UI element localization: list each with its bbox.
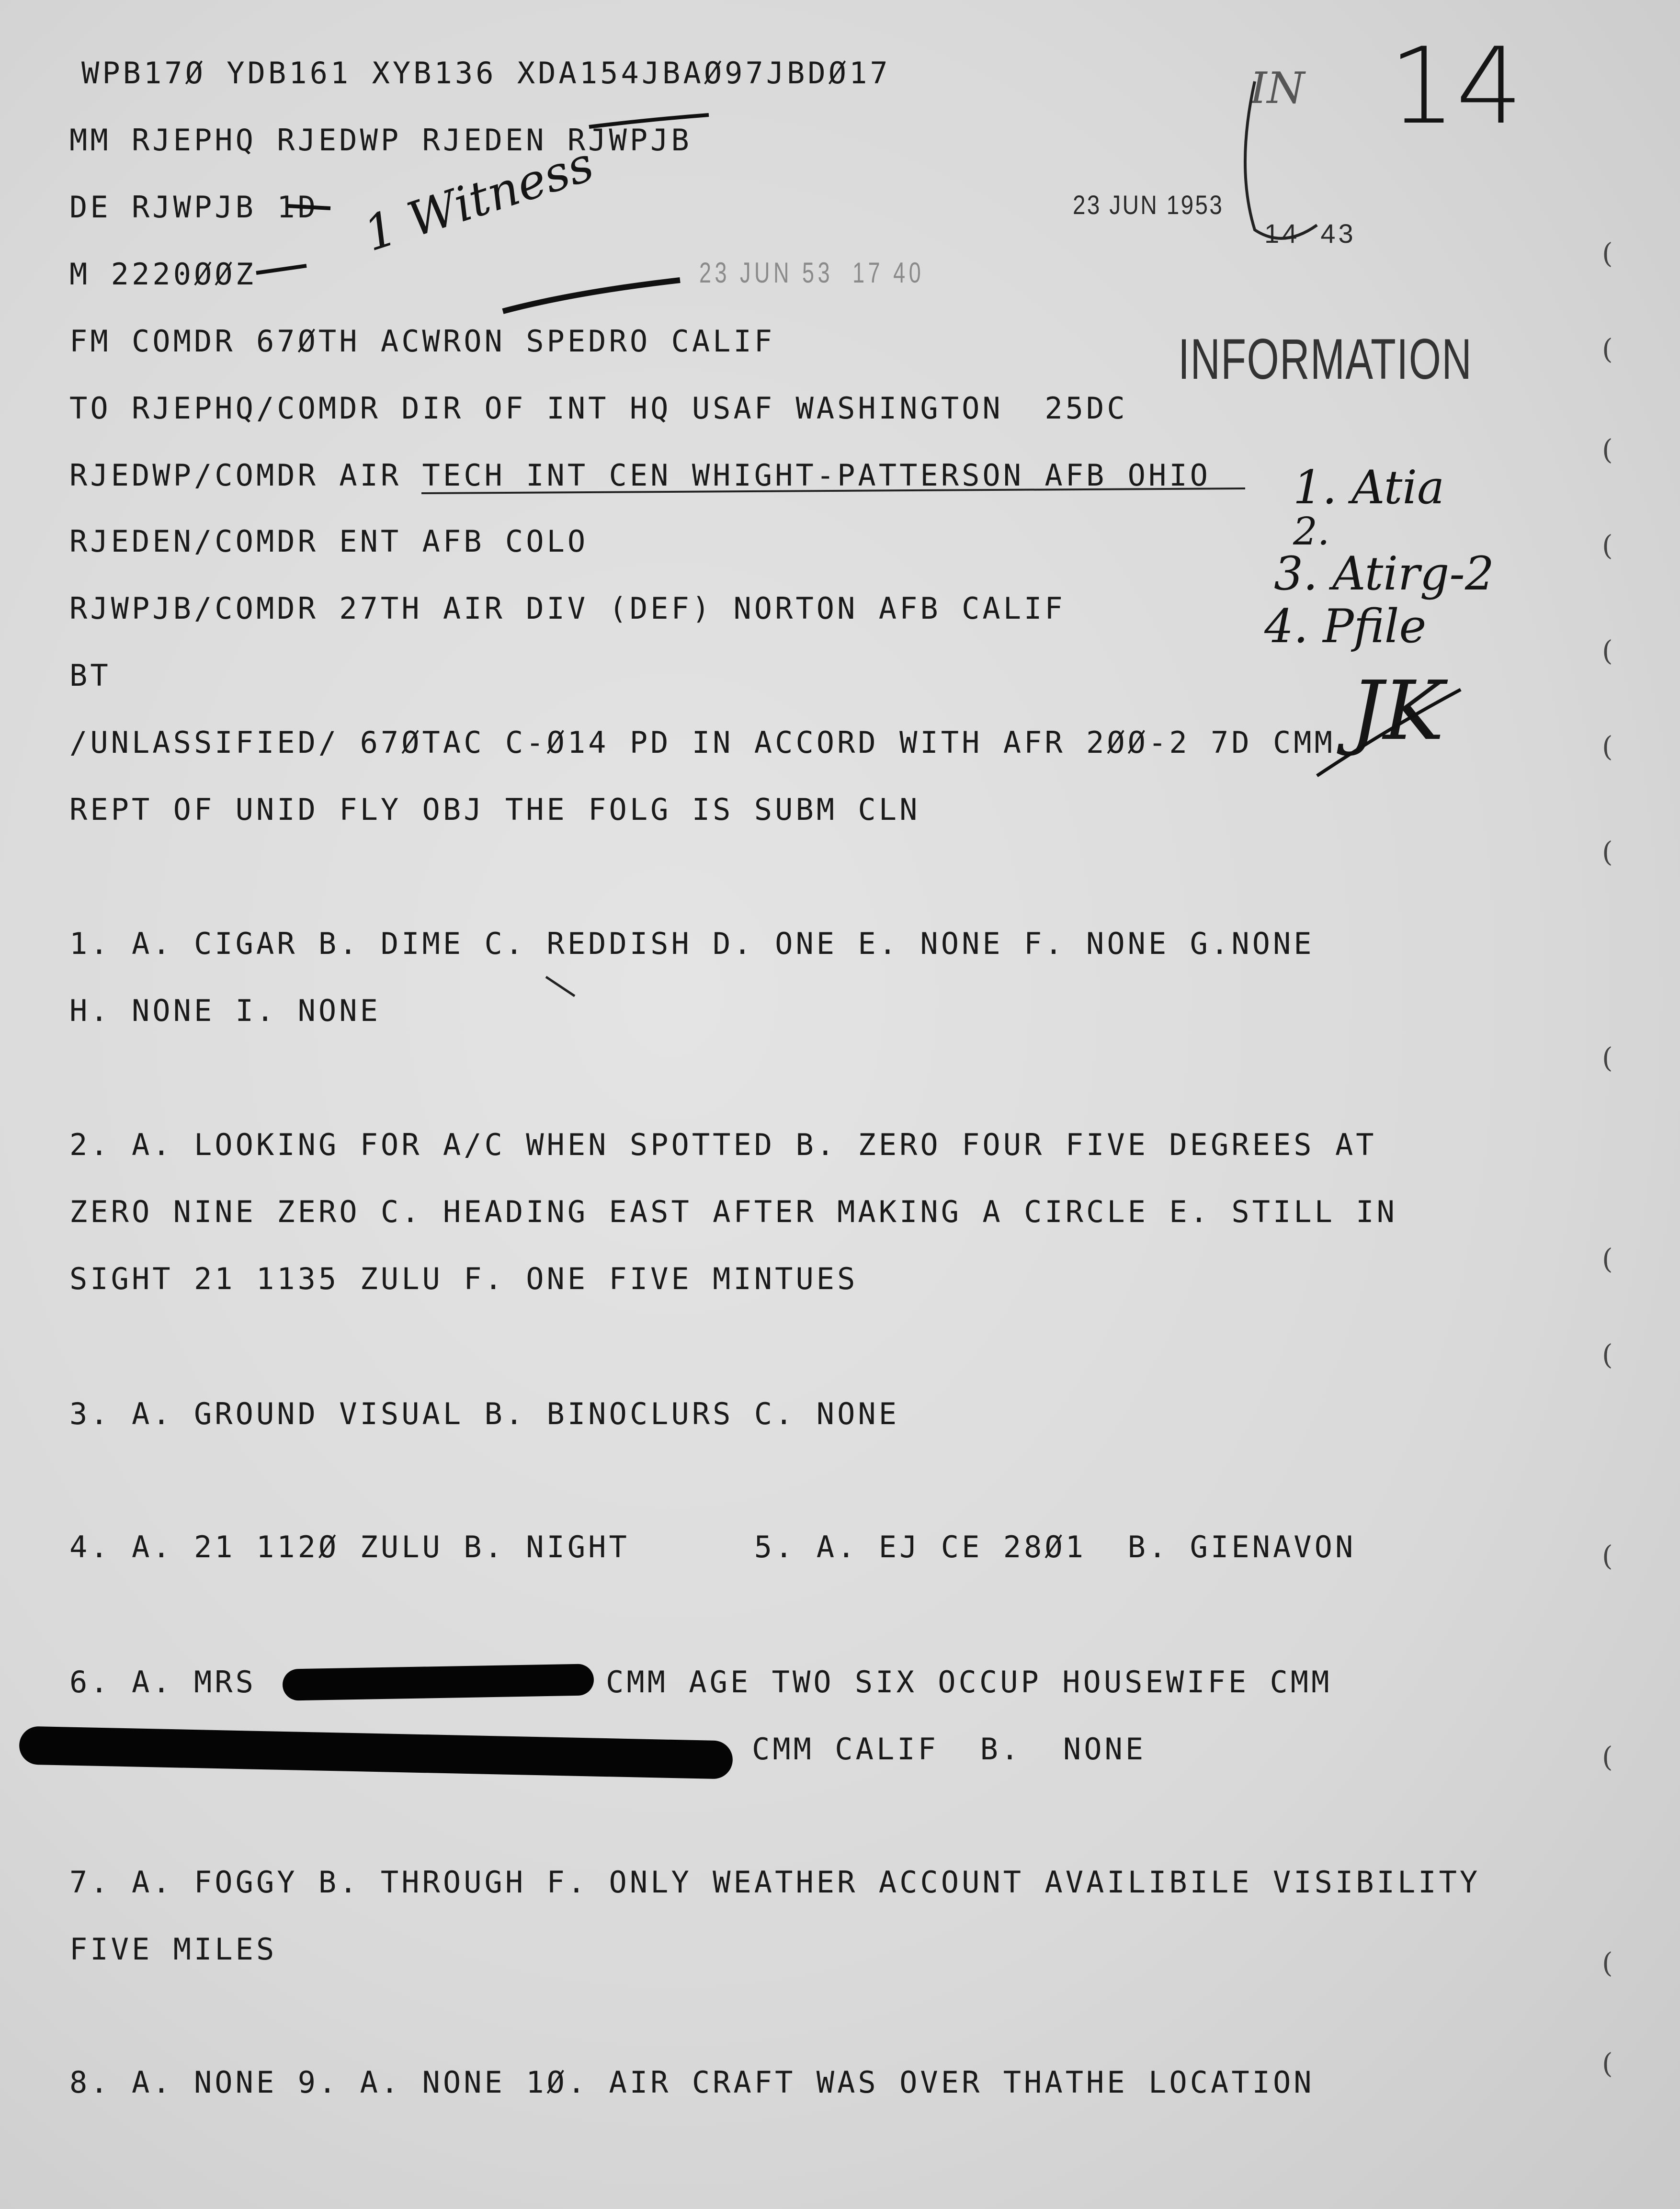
margin-mark: ( — [1602, 1042, 1613, 1074]
margin-mark: ( — [1602, 1741, 1613, 1773]
item-7-line-2: FIVE MILES — [69, 1932, 277, 1967]
handwritten-distribution-3: 3. Atirg-2 — [1274, 547, 1494, 600]
margin-mark: ( — [1602, 1243, 1613, 1275]
handwritten-witness-note: 1 Witness — [357, 136, 601, 262]
item-6-line-2-end: CMM CALIF B. NONE — [752, 1732, 1146, 1767]
item-2-line-2: ZERO NINE ZERO C. HEADING EAST AFTER MAKING A CIRCLE E. STILL IN — [69, 1194, 1397, 1229]
message-time-line: M 2220ØØZ — [69, 257, 256, 292]
date-time-stamp: 23 JUN 1953 — [1073, 190, 1224, 220]
item-4-5-line: 4. A. 21 112Ø ZULU B. NIGHT 5. A. EJ CE 28Ø1 B. GIENAVON — [69, 1529, 1356, 1564]
date-time-stamp-time: 14 43 — [1264, 218, 1356, 249]
margin-mark: ( — [1602, 529, 1613, 562]
item-2-line-1: 2. A. LOOKING FOR A/C WHEN SPOTTED B. ZERO FOUR FIVE DEGREES AT — [69, 1127, 1377, 1162]
routing-line: WPB17Ø YDB161 XYB136 XDA154JBAØ97JBDØ17 — [81, 56, 891, 91]
handwritten-initials: JK — [1351, 664, 1444, 759]
item-6-line-1-start: 6. A. MRS — [69, 1665, 256, 1699]
strikethrough-stroke — [589, 115, 709, 127]
margin-mark: ( — [1602, 2047, 1613, 2080]
item-2-line-3: SIGHT 21 1135 ZULU F. ONE FIVE MINTUES — [69, 1261, 858, 1296]
item-1-line-2: H. NONE I. NONE — [69, 993, 381, 1028]
from-line: FM COMDR 67ØTH ACWRON SPEDRO CALIF — [69, 324, 775, 359]
underline-stroke — [421, 488, 1245, 493]
margin-mark: ( — [1602, 1947, 1613, 1979]
tick-mark — [546, 977, 575, 996]
to-line-1: TO RJEPHQ/COMDR DIR OF INT HQ USAF WASHINGTON 25DC — [69, 391, 1128, 426]
item-3-line: 3. A. GROUND VISUAL B. BINOCLURS C. NONE — [69, 1396, 900, 1431]
margin-mark: ( — [1602, 433, 1613, 466]
margin-mark: ( — [1602, 836, 1613, 868]
margin-mark: ( — [1602, 333, 1613, 365]
handwritten-distribution-4: 4. Pfile — [1264, 600, 1427, 653]
handwritten-distribution-2: 2. — [1293, 509, 1330, 554]
handwritten-page-number: 14 — [1389, 25, 1523, 147]
item-7-line-1: 7. A. FOGGY B. THROUGH F. ONLY WEATHER ACCOUNT AVAILIBILE VISIBILITY — [69, 1865, 1481, 1900]
in-mark-stroke — [1245, 81, 1317, 238]
break-line: BT — [69, 658, 111, 693]
strikethrough-stroke — [287, 206, 330, 208]
arrow-stroke — [503, 280, 680, 311]
information-stamp: INFORMATION — [1178, 327, 1473, 391]
to-line-3: RJEDEN/COMDR ENT AFB COLO — [69, 524, 589, 559]
item-1-line-1: 1. A. CIGAR B. DIME C. REDDISH D. ONE E. NONE F. NONE G.NONE — [69, 926, 1315, 961]
margin-mark: ( — [1602, 1540, 1613, 1572]
margin-mark: ( — [1602, 634, 1613, 667]
margin-mark: ( — [1602, 237, 1613, 270]
margin-mark: ( — [1602, 1338, 1613, 1371]
initials-stroke — [1317, 690, 1461, 776]
report-subject-line: REPT OF UNID FLY OBJ THE FOLG IS SUBM CLN — [69, 792, 920, 827]
margin-mark: ( — [1602, 730, 1613, 763]
handwritten-in-mark: IN — [1250, 63, 1305, 113]
to-line-4: RJWPJB/COMDR 27TH AIR DIV (DEF) NORTON AFB CALIF — [69, 591, 1066, 626]
item-8-10-line: 8. A. NONE 9. A. NONE 1Ø. AIR CRAFT WAS OVER THATHE LOCATION — [69, 2065, 1315, 2100]
to-line-2: RJEDWP/COMDR AIR TECH INT CEN WHIGHT-PATTERSON AFB OHIO — [69, 458, 1211, 493]
handwritten-distribution-1: 1. Atia — [1293, 461, 1445, 514]
item-6-line-1-end: CMM AGE TWO SIX OCCUP HOUSEWIFE CMM — [606, 1665, 1332, 1699]
addressee-line: MM RJEPHQ RJEDWP RJEDEN RJWPJB — [69, 123, 692, 158]
de-line: DE RJWPJB 1D — [69, 190, 318, 225]
dash-stroke — [256, 266, 306, 273]
received-stamp: 23 JUN 53 17 40 — [699, 257, 925, 289]
classification-line: /UNLASSIFIED/ 67ØTAC C-Ø14 PD IN ACCORD WITH AFR 2ØØ-2 7D CMM — [69, 725, 1335, 760]
